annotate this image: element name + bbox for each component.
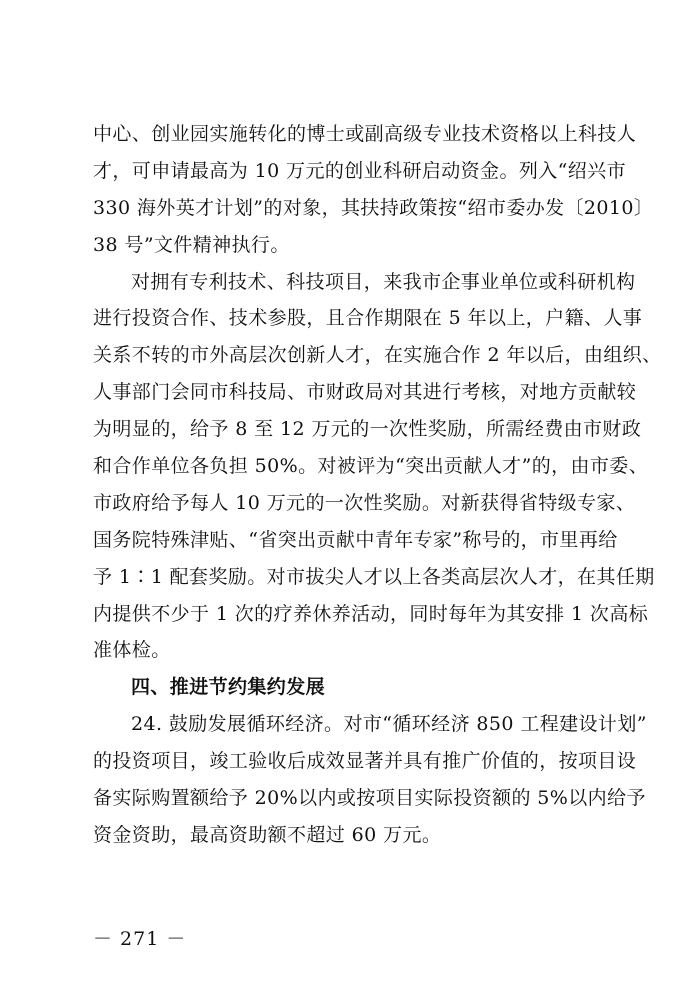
paragraph-continuation xyxy=(93,116,654,264)
text-line: 资金资助，最高资助额不超过 60 万元。 xyxy=(93,823,442,846)
text-line: 予 1∶1 配套奖励。对市拔尖人才以上各类高层次人才，在其任期 xyxy=(93,565,655,588)
text-line: 中心、创业园实施转化的博士或副高级专业技术资格以上科技人 xyxy=(93,123,637,145)
text-line: 为明显的，给予 8 至 12 万元的一次性奖励，所需经费由市财政 xyxy=(93,418,642,441)
text-line: 内提供不少于 1 次的疗养休养活动，同时每年为其安排 1 次高标 xyxy=(93,602,649,625)
text-line: 国务院特殊津贴、“省突出贡献中青年专家”称号的，市里再给 xyxy=(93,528,618,551)
text-line: 人事部门会同市科技局、市财政局对其进行考核，对地方贡献较 xyxy=(93,381,637,404)
text-line: 对拥有专利技术、科技项目，来我市企事业单位或科研机构 xyxy=(131,270,636,293)
paragraph-circular-economy xyxy=(93,706,647,854)
section-heading xyxy=(93,669,613,706)
text-line: 进行投资合作、技术参股，且合作期限在 5 年以上，户籍、人事 xyxy=(93,307,643,330)
text-line: 关系不转的市外高层次创新人才，在实施合作 2 年以后，由组织、 xyxy=(93,344,662,367)
text-line: 的投资项目，竣工验收后成效显著并具有推广价值的，按项目设 xyxy=(93,750,637,773)
section-heading-text: 四、推进节约集约发展 xyxy=(131,676,326,699)
text-line: 才，可申请最高为 10 万元的创业科研启动资金。列入“绍兴市 xyxy=(93,159,626,182)
document-body xyxy=(93,116,662,854)
text-line: 市政府给予每人 10 万元的一次性奖励。对新获得省特级专家、 xyxy=(93,491,636,514)
page-number: － 271 － xyxy=(93,928,187,950)
text-line: 24. 鼓励发展循环经济。对市“循环经济 850 工程建设计划” xyxy=(131,713,647,736)
text-line: 330 海外英才计划”的对象，其扶持政策按“绍市委办发〔2010〕 xyxy=(93,196,654,219)
text-line: 准体检。 xyxy=(93,639,171,662)
paragraph-talent-cooperation xyxy=(93,264,662,670)
text-line: 和合作单位各负担 50%。对被评为“突出贡献人才”的，由市委、 xyxy=(93,455,649,478)
text-line: 38 号”文件精神执行。 xyxy=(93,233,290,256)
text-line: 备实际购置额给予 20%以内或按项目实际投资额的 5%以内给予 xyxy=(93,787,646,810)
